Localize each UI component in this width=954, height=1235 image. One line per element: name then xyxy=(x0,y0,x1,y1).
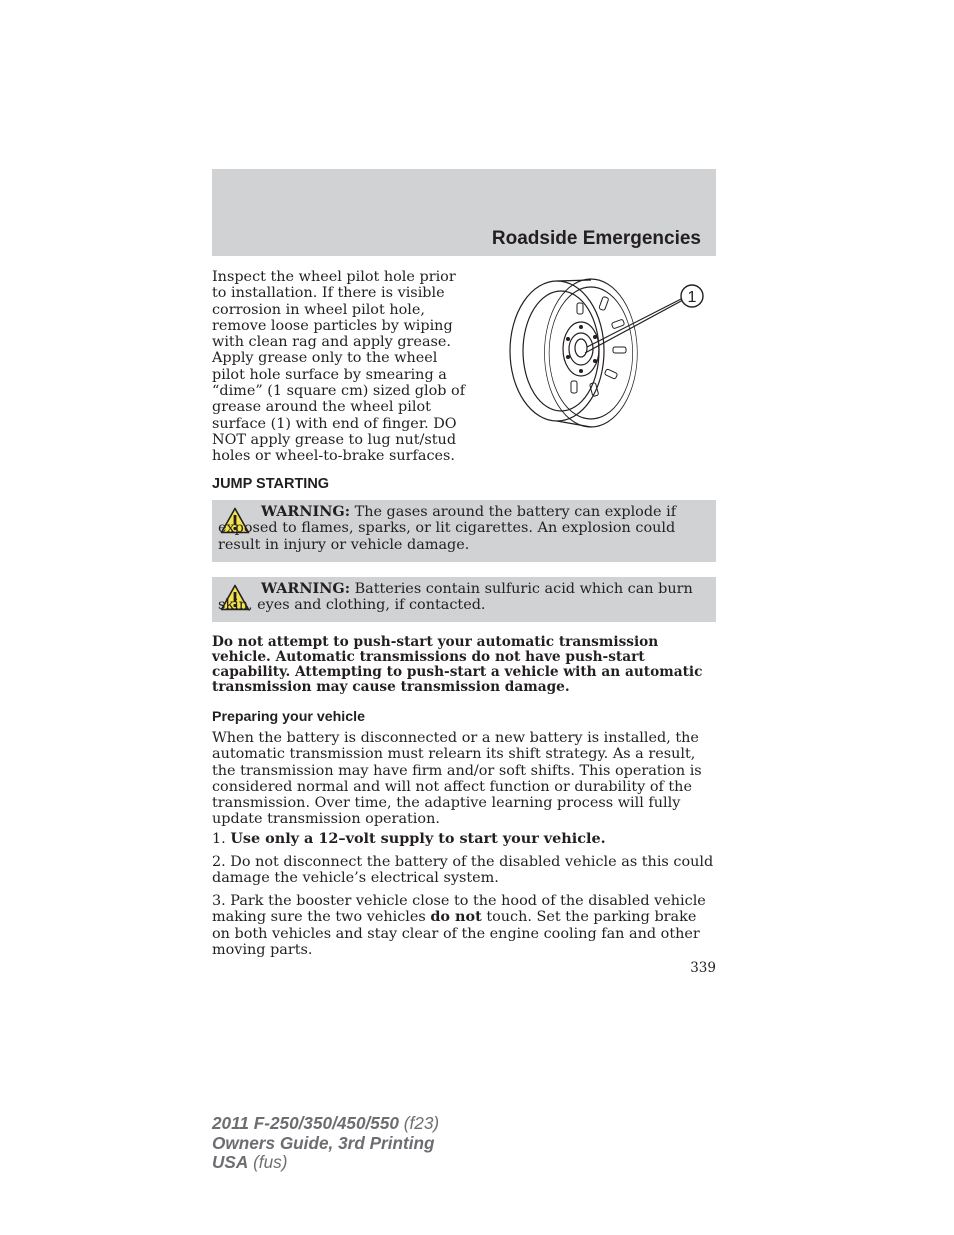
step-3-emphasis: do not xyxy=(430,908,482,926)
step-3-text-b: touch. Set the parking brake on both vehicles and stay clear of the engine cooling fan and other moving parts. xyxy=(212,909,700,958)
section-header-band xyxy=(212,169,716,256)
footer-region-line xyxy=(212,1153,439,1173)
footer-region-code: (fus) xyxy=(248,1152,288,1172)
step-1 xyxy=(212,831,716,847)
wheel-illustration xyxy=(505,277,710,432)
footer-model-line xyxy=(212,1114,439,1134)
warning-box-acid xyxy=(212,577,716,622)
section-title: Roadside Emergencies xyxy=(491,228,701,249)
warning-text-gases xyxy=(218,504,706,553)
document-footer xyxy=(212,1114,439,1173)
warning-body: The gases around the battery can explode if exposed to flames, sparks, or lit cigarettes. An explosion could result in injury or vehicle damage. xyxy=(218,504,677,553)
footer-region: USA xyxy=(212,1152,249,1172)
wheel-pilot-paragraph: Inspect the wheel pilot hole prior to installation. If there is visible corrosion in wheel pilot hole, remove loose particles by wiping with clean rag and apply grease. Apply grease only to the wheel pilot hole surface by smearing a “dime” (1 square cm) sized glob of grease around the wheel pilot surface (1) with end of finger. DO NOT apply grease to lug nut/stud holes or wheel-to-brake surfaces. xyxy=(212,269,466,465)
step-2: 2. Do not disconnect the battery of the disabled vehicle as this could damage the vehicle’s electrical system. xyxy=(212,854,714,887)
step-3-text-a: 3. Park the booster vehicle close to the hood of the disabled vehicle making sure the two vehicles xyxy=(212,893,706,926)
figure-callout-1: 1 xyxy=(687,289,697,306)
step-1-text: Use only a 12–volt supply to start your vehicle. xyxy=(230,830,606,847)
warning-label: WARNING: xyxy=(261,580,351,597)
preparing-intro-paragraph: When the battery is disconnected or a new battery is installed, the automatic transmission must relearn its shift strategy. As a result, the transmission may have firm and/or soft shifts. This operation is considered normal and will not affect function or durability of the transmission. Over time, the adaptive learning process will fully update transmission operation. xyxy=(212,730,702,828)
warning-text-acid xyxy=(218,581,706,614)
warning-body: Batteries contain sulfuric acid which can burn skin, eyes and clothing, if contacted. xyxy=(218,581,693,614)
warning-box-gases xyxy=(212,500,716,562)
footer-guide: Owners Guide, 3rd Printing xyxy=(212,1132,435,1153)
jump-starting-heading: JUMP STARTING xyxy=(212,476,330,492)
step-3 xyxy=(212,893,716,958)
push-start-caution: Do not attempt to push-start your automatic transmission vehicle. Automatic transmissions do not have push-start capability. Attempting to push-start a vehicle with an automatic transmission may cause transmission damage. xyxy=(212,634,703,696)
page-number: 339 xyxy=(690,960,716,976)
footer-model-code: (f23) xyxy=(399,1113,440,1133)
warning-label: WARNING: xyxy=(261,503,351,520)
footer-model: 2011 F-250/350/450/550 xyxy=(212,1113,399,1133)
preparing-vehicle-heading: Preparing your vehicle xyxy=(212,709,365,725)
step-1-number: 1. xyxy=(212,831,231,847)
